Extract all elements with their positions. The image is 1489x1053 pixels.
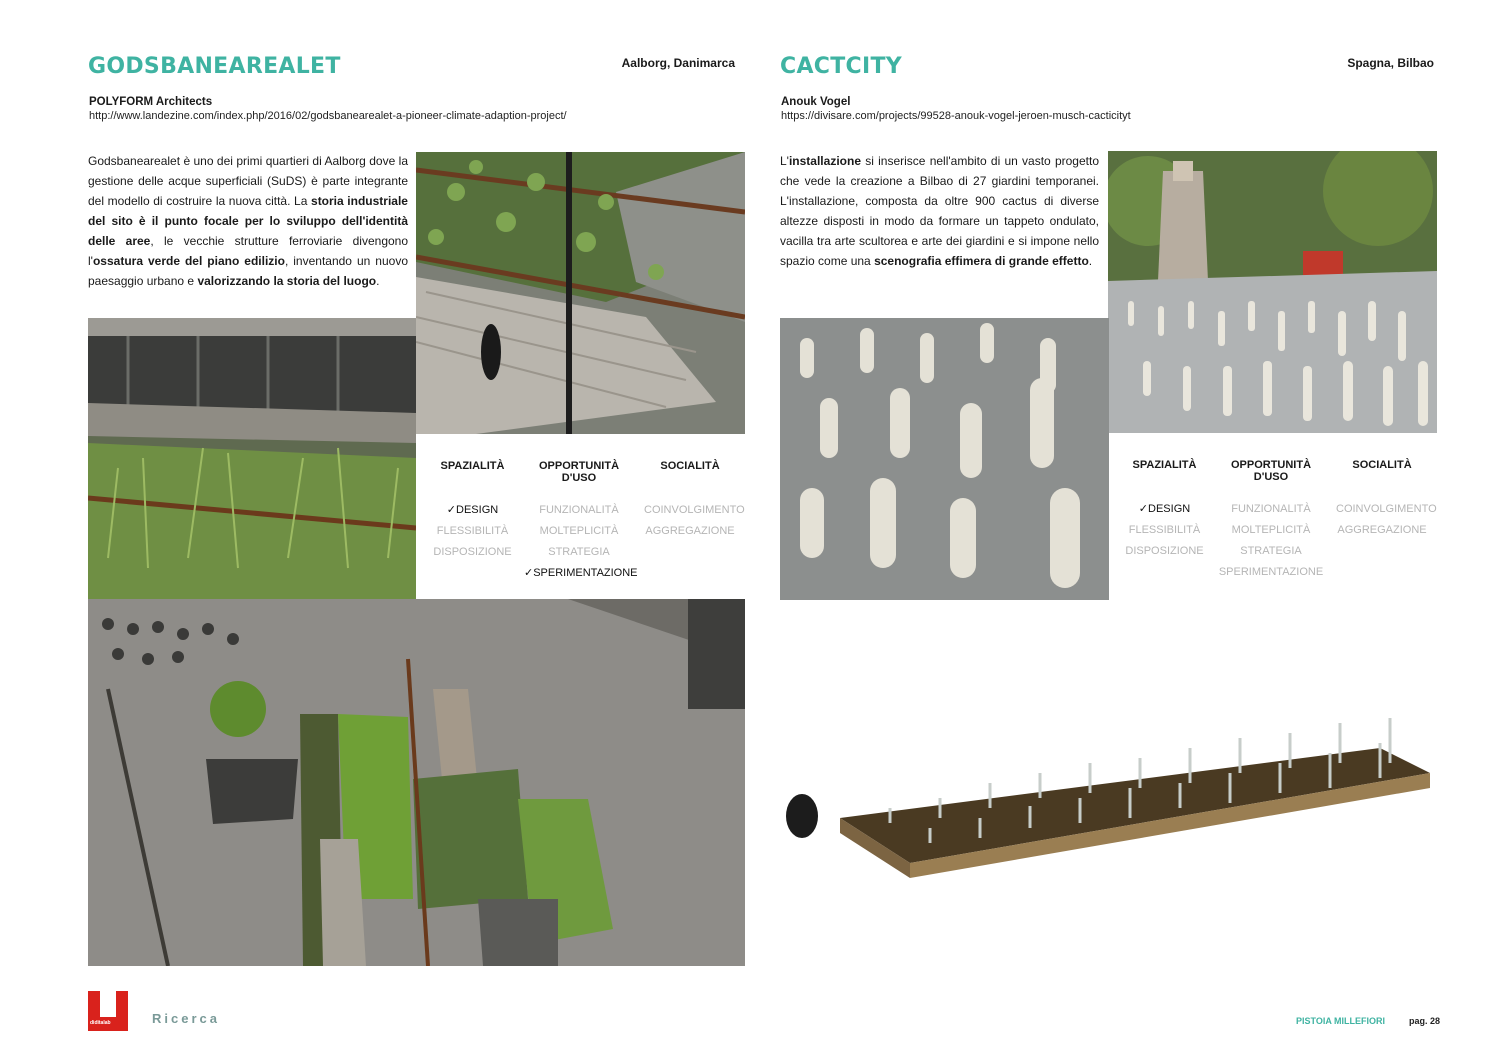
description-segment: si inserisce nell'ambito di un vasto progetto che vede la creazione a Bilbao di 27 giardini temporanei. L'installazione, composta da oltre 900 cactus di diverse altezze disposti in modo da formare un tappeto ondulato, vacilla tra arte scultorea e arte dei giardini e si impone nello spazio come una: [780, 154, 1099, 268]
category-item: MOLTEPLICITÀ: [1231, 524, 1311, 536]
right-head-socialita: SOCIALITÀ: [1352, 459, 1412, 471]
category-item: FLESSIBILITÀ: [1128, 524, 1201, 536]
description-segment: storia industriale del sito è il punto focale per lo sviluppo dell'identità delle aree: [88, 194, 408, 248]
category-item: DISPOSIZIONE: [1125, 545, 1204, 557]
left-col-opportunita: [524, 460, 638, 584]
left-author: POLYFORM Architects: [89, 96, 213, 108]
category-item: FUNZIONALITÀ: [1231, 503, 1311, 515]
left-col-socialita: [644, 460, 745, 542]
category-item: ✓SPERIMENTAZIONE: [524, 567, 638, 579]
right-title: CACTCITY: [780, 54, 902, 79]
right-url[interactable]: https://divisare.com/projects/99528-anouk-vogel-jeroen-musch-cacticityt: [781, 110, 1131, 122]
photo-railway-garden-walk: [416, 152, 745, 434]
left-url[interactable]: http://www.landezine.com/index.php/2016/02/godsbanearealet-a-pioneer-climate-adaption-project/: [89, 110, 567, 122]
description-segment: valorizzando la storia del luogo: [197, 274, 377, 288]
right-col-socialita: [1336, 459, 1437, 541]
description-segment: installazione: [788, 154, 861, 168]
description-segment: , inventando un nuovo paesaggio urbano e: [88, 254, 408, 288]
photo-cactus-closeup: [780, 318, 1109, 600]
left-description: [88, 151, 408, 291]
description-segment: .: [376, 274, 380, 288]
category-item: FUNZIONALITÀ: [539, 504, 619, 516]
description-segment: , le vecchie strutture ferroviarie divengono l': [88, 234, 409, 268]
category-item: FLESSIBILITÀ: [436, 525, 509, 537]
category-item: SPERIMENTAZIONE: [1218, 566, 1324, 578]
description-segment: .: [1088, 254, 1093, 268]
photo-cactus-carpet-model: [780, 648, 1437, 966]
left-head-socialita: SOCIALITÀ: [660, 460, 720, 472]
left-head-spazialita: SPAZIALITÀ: [440, 460, 505, 472]
right-location: Spagna, Bilbao: [1347, 56, 1434, 70]
right-description: [780, 151, 1099, 271]
logo-text: diditalab: [90, 1020, 111, 1026]
left-category-table: [416, 460, 745, 600]
page-number: pag. 28: [1409, 1016, 1441, 1026]
project-name: PISTOIA MILLEFIORI: [1296, 1016, 1386, 1026]
photo-grasses-building: [88, 318, 416, 599]
right-col-opportunita: [1216, 459, 1326, 583]
right-head-opportunita: OPPORTUNITÀ D'USO: [1230, 459, 1312, 483]
description-segment: Godsbanearealet è uno dei primi quartieri di Aalborg dove la gestione delle acque superficiali (SuDS) è parte integrante del modello di costruire la nuova città. La: [88, 154, 408, 208]
right-head-spazialita: SPAZIALITÀ: [1132, 459, 1197, 471]
category-item: ✓DESIGN: [446, 504, 499, 516]
category-item: DISPOSIZIONE: [433, 546, 512, 558]
section-label: Ricerca: [152, 1011, 220, 1026]
category-item: AGGREGAZIONE: [645, 525, 735, 537]
right-author: Anouk Vogel: [781, 96, 851, 108]
photo-aerial-plaza: [88, 599, 745, 966]
left-col-spazialita: [430, 460, 515, 563]
category-item: COINVOLGIMENTO: [644, 504, 745, 516]
left-head-opportunita: OPPORTUNITÀ D'USO: [538, 460, 620, 484]
left-location: Aalborg, Danimarca: [621, 56, 735, 70]
logo: [88, 991, 128, 1031]
right-col-spazialita: [1122, 459, 1207, 562]
category-item: MOLTEPLICITÀ: [539, 525, 619, 537]
left-title: GODSBANEAREALET: [88, 54, 341, 79]
description-segment: ossatura verde del piano edilizio: [92, 254, 285, 268]
category-item: AGGREGAZIONE: [1337, 524, 1427, 536]
category-item: STRATEGIA: [1240, 545, 1302, 557]
category-item: COINVOLGIMENTO: [1336, 503, 1437, 515]
right-category-table: [1108, 459, 1437, 599]
description-segment: L': [780, 154, 789, 168]
photo-cacti-fountain: [1108, 151, 1437, 433]
category-item: ✓DESIGN: [1138, 503, 1191, 515]
description-segment: scenografia effimera di grande effetto: [874, 254, 1089, 268]
category-item: STRATEGIA: [548, 546, 610, 558]
